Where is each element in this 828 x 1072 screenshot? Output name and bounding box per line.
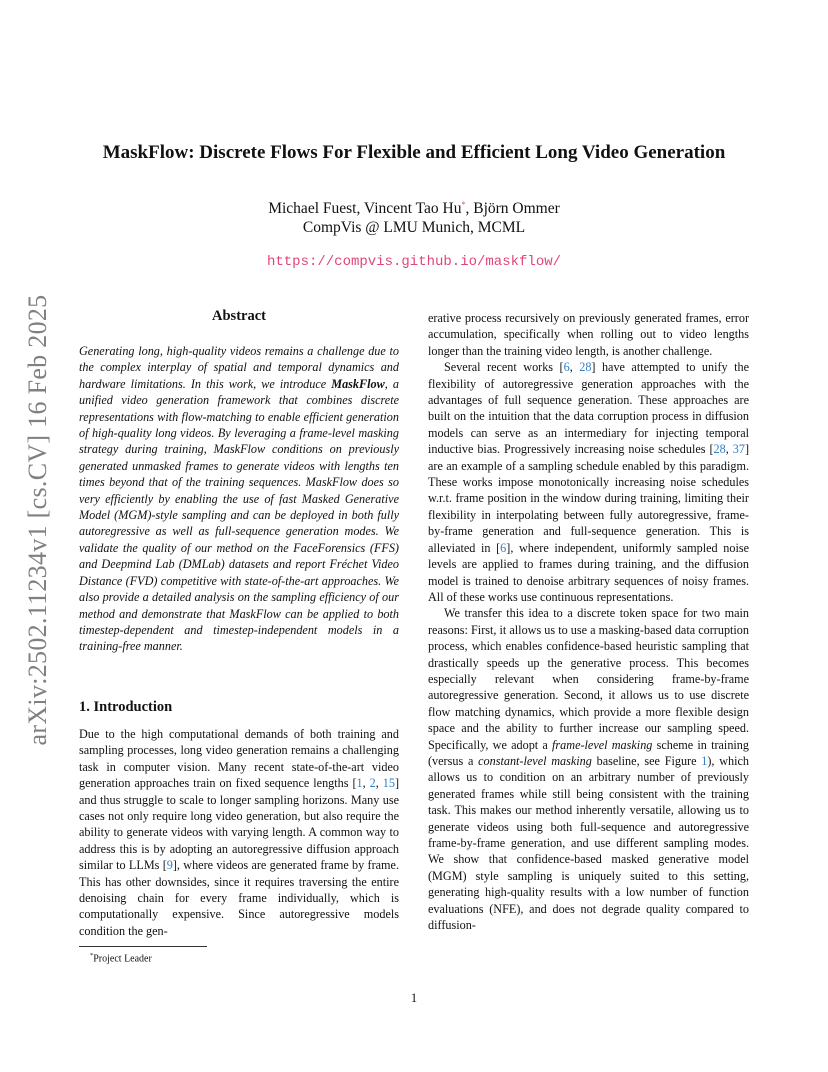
right-column: [428, 310, 749, 933]
affiliation: CompVis @ LMU Munich, MCML: [302, 219, 526, 237]
footnote-rule: [79, 946, 207, 947]
author-block: [0, 195, 828, 237]
figure-link[interactable]: 1: [701, 753, 708, 768]
intro-paragraph: Due to the high computational demands of both training and sampling processes, long video generation remains a challenging task in computer vision. Many recent state-of-the-art video generation approaches train on fixed sequence lengths [1, 2, 15] and thus struggle to scale to longer sampling horizons. Many use cases not only require long video generation, but also require the ability to generate videos with varying length. A common way to address this is by adopting an autoregressive diffusion approach similar to LLMs [9], where videos are generated frame by frame. This has other downsides, since it requires traversing the entire denoising chain for every frame individually, which is computationally expensive. Since autoregressive models condition the gen-: [79, 727, 399, 938]
citation-link[interactable]: 37: [732, 442, 745, 457]
paragraph: Several recent works [6, 28] have attempted to unify the flexibility of autoregressive generation approaches with the advantages of full sequence generation. These approaches are built on the intuition that the data corruption process in diffusion models can serve as an intermediary for injecting temporal inductive bias. Progressively increasing noise schedules [28, 37] are an example of a sampling schedule enabled by this paradigm. These works impose monotonically increasing noise schedules w.r.t. frame position in the window during training, limiting their flexibility in interpolating between fully autoregressive, frame-by-frame generation and full-sequence generation. This is alleviated in [6], where independent, uniformly sampled noise levels are applied to frames during training, and the diffusion model is trained to denoise arbitrary sequences of noisy frames. All of these works use continuous representations.: [428, 360, 749, 604]
project-leader-mark[interactable]: *: [461, 200, 466, 209]
page-number: 1: [410, 991, 418, 1005]
citation-link[interactable]: 15: [382, 776, 395, 791]
paragraph-continuation: erative process recursively on previously generated frames, error accumulation, specifically when rolling out to video lengths longer than the training video length, is another challenge.: [428, 311, 749, 358]
footnote: *Project Leader: [90, 952, 152, 965]
citation-link[interactable]: 6: [563, 360, 570, 375]
section-heading-introduction: 1. Introduction: [79, 699, 173, 715]
paper-title: MaskFlow: Discrete Flows For Flexible and Efficient Long Video Generation: [102, 142, 726, 163]
citation-link[interactable]: 2: [369, 776, 376, 791]
citation-link[interactable]: 28: [579, 360, 592, 375]
paragraph: We transfer this idea to a discrete token space for two main reasons: First, it allows us to use a masking-based data corruption process, which enables confidence-based heuristic sampling that drastically speeds up the generative process. This becomes especially relevant when considering frame-by-frame autoregressive generation. Second, it allows us to use discrete flow matching dynamics, which provide a more flexible design space and the ability to further increase our sampling speed. Specifically, we adopt a frame-level masking scheme in training (versus a constant-level masking baseline, see Figure 1), which allows us to condition on an arbitrary number of previously generated frames while still being consistent with the training task. This makes our method inherently versatile, allowing us to generate videos using both full-sequence and autoregressive frame-by-frame generation, and use different sampling modes. We show that confidence-based masked generative model (MGM) style sampling is uniquely suited to this setting, generating high-quality results with a low number of function evaluations (NFE), and does not degrade quality compared to diffusion-: [428, 606, 750, 933]
citation-link[interactable]: 1: [356, 776, 363, 791]
author-names: Michael Fuest, Vincent Tao Hu*, Björn Ommer: [268, 200, 560, 218]
abstract-heading: Abstract: [212, 308, 266, 324]
abstract-text: Generating long, high-quality videos remains a challenge due to the complex interplay of spatial and temporal dynamics and hardware limitations. In this work, we introduce MaskFlow, a unified video generation framework that combines discrete representations with flow-matching to enable efficient generation of high-quality long videos. By leveraging a frame-level masking strategy during training, MaskFlow conditions on previously generated unmasked frames to generate videos with lengths ten times beyond that of the training sequences. MaskFlow does so very efficiently by enabling the use of fast Masked Generative Model (MGM)-style sampling and can be deployed in both fully autoregressive as well as full-sequence generation modes. We validate the quality of our method on the FaceForensics (FFS) and Deepmind Lab (DMLab) datasets and report Fréchet Video Distance (FVD) competitive with state-of-the-art approaches. We also provide a detailed analysis on the sampling efficiency of our method and demonstrate that MaskFlow can be applied to both timestep-dependent and timestep-independent models in a training-free manner.: [79, 344, 399, 654]
arxiv-stamp: arXiv:2502.11234v1 [cs.CV] 16 Feb 2025: [23, 294, 52, 746]
method-name: MaskFlow: [331, 376, 385, 391]
citation-link[interactable]: 28: [713, 442, 726, 457]
citation-link[interactable]: 9: [166, 858, 173, 873]
citation-link[interactable]: 6: [500, 540, 507, 555]
project-url-link[interactable]: https://compvis.github.io/maskflow/: [266, 254, 562, 270]
